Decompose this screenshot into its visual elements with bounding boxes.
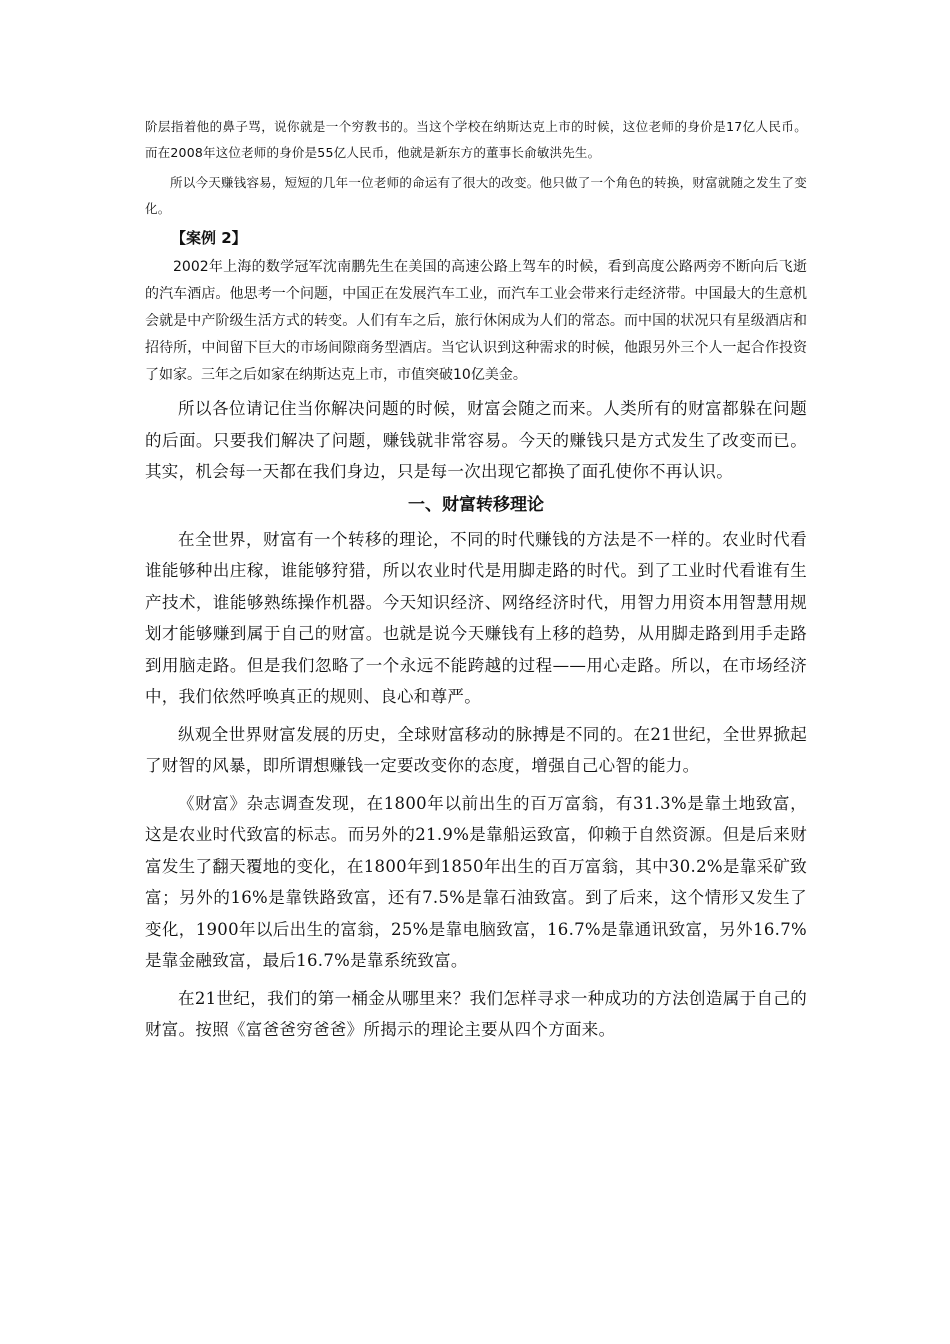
paragraph-yu-minhong-continued: 阶层指着他的鼻子骂，说你就是一个穷教书的。当这个学校在纳斯达克上市的时候，这位老师的身价是17亿人民币。而在2008年这位老师的身价是55亿人民币，他就是新东方的董事长俞敏洪先生。 xyxy=(145,119,807,160)
case-2-heading: 【案例 2】 xyxy=(171,229,247,247)
paragraph-first-bucket-of-gold: 在21世纪，我们的第一桶金从哪里来？我们怎样寻求一种成功的方法创造属于自己的财富。按照《富爸爸穷爸爸》所揭示的理论主要从四个方面来。 xyxy=(145,988,807,1039)
section-title-wealth-transfer: 一、财富转移理论 xyxy=(408,494,544,515)
paragraph-case-2-story: 2002年上海的数学冠军沈南鹏先生在美国的高速公路上驾车的时候，看到高度公路两旁不断向后飞逝的汽车酒店。他思考一个问题，中国正在发展汽车工业，而汽车工业会带来行走经济带。中国最大的生意机会就是中产阶级生活方式的转变。人们有车之后，旅行休闲成为人们的常态。而中国的状况只有星级酒店和招待所，中间留下巨大的市场间隙商务型酒店。当它认识到这种需求的时候，他跟另外三个人一起合作投资了如家。三年之后如家在纳斯达克上市，市值突破10亿美金。 xyxy=(145,259,807,383)
paragraph-role-change: 所以今天赚钱容易，短短的几年一位老师的命运有了很大的改变。他只做了一个角色的转换，财富就随之发生了变化。 xyxy=(145,175,807,216)
paragraph-wealth-transfer-theory: 在全世界，财富有一个转移的理论，不同的时代赚钱的方法是不一样的。农业时代看谁能够种出庄稼，谁能够狩猎，所以农业时代是用脚走路的时代。到了工业时代看谁有生产技术，谁能够熟练操作机器。今天知识经济、网络经济时代，用智力用资本用智慧用规划才能够赚到属于自己的财富。也就是说今天赚钱有上移的趋势，从用脚走路到用手走路到用脑走路。但是我们忽略了一个永远不能跨越的过程——用心走路。所以，在市场经济中，我们依然呼唤真正的规则、良心和尊严。 xyxy=(145,529,807,706)
paragraph-fortune-survey: 《财富》杂志调查发现，在1800年以前出生的百万富翁，有31.3%是靠土地致富，这是农业时代致富的标志。而另外的21.9%是靠船运致富，仰赖于自然资源。但是后来财富发生了翻天覆地的变化，在1800年到1850年出生的百万富翁，其中30.2%是靠采矿致富；另外的16%是靠铁路致富，还有7.5%是靠石油致富。到了后来，这个情形又发生了变化，1900年以后出生的富翁，25%是靠电脑致富，16.7%是靠通讯致富，另外16.7%是靠金融致富，最后16.7%是靠系统致富。 xyxy=(145,793,807,970)
paragraph-solve-problems: 所以各位请记住当你解决问题的时候，财富会随之而来。人类所有的财富都躲在问题的后面。只要我们解决了问题，赚钱就非常容易。今天的赚钱只是方式发生了改变而已。其实，机会每一天都在我们身边，只是每一次出现它都换了面孔使你不再认识。 xyxy=(145,399,807,481)
document-page xyxy=(145,114,807,1046)
paragraph-wealth-history: 纵观全世界财富发展的历史，全球财富移动的脉搏是不同的。在21世纪，全世界掀起了财智的风暴，即所谓想赚钱一定要改变你的态度，增强自己心智的能力。 xyxy=(145,724,807,775)
